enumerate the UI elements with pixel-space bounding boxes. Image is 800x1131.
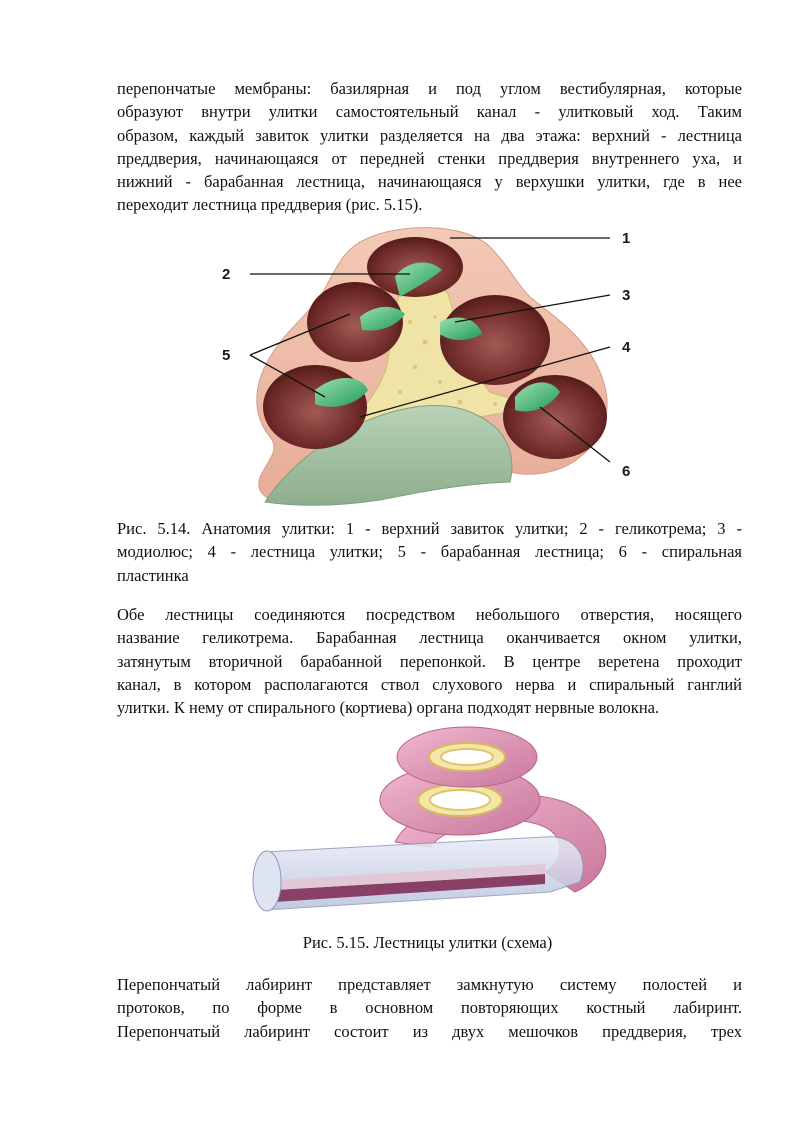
text-line: образом, каждый завиток улитки разделяется на два этажа: верхний - лестница: [117, 125, 742, 145]
label-4: 4: [622, 339, 631, 356]
label-5: 5: [222, 347, 231, 364]
caption-line: Рис. 5.14. Анатомия улитки: 1 - верхний завиток улитки; 2 - геликотрема; 3 -: [117, 519, 742, 538]
text-line: канал, в котором располагаются ствол слухового нерва и спиральный ганглий: [117, 674, 742, 694]
cavity-left-lower: [263, 365, 367, 449]
paragraph-1: [117, 77, 742, 217]
label-3: 3: [622, 287, 631, 304]
figure-caption-2: Рис. 5.15. Лестницы улитки (схема): [302, 933, 553, 952]
text-line: затянутым вторичной барабанной перепонкой. В центре веретена проходит: [117, 651, 742, 671]
caption-line: пластинка: [117, 565, 189, 585]
text-line: улитки. К нему от спирального (кортиева) органа подходят нервные волокна.: [117, 698, 660, 718]
figure-caption-1: [117, 517, 742, 587]
text-line: переходит лестница преддверия (рис. 5.15).: [117, 195, 423, 215]
text-line: нижний - барабанная лестница, начинающаяся у верхушки улитки, где в нее: [117, 172, 742, 192]
cochlea-scalae-scheme-figure: [245, 722, 615, 930]
paragraph-2: [117, 603, 742, 719]
text-line: Обе лестницы соединяются посредством небольшого отверстия, носящего: [117, 605, 742, 624]
label-1: 1: [622, 230, 631, 247]
text-line: протоков, по форме в основном повторяющих костный лабиринт.: [117, 998, 742, 1018]
text-line: образуют внутри улитки самостоятельный канал - улитковый ход. Таким: [117, 102, 742, 122]
text-line: название геликотрема. Барабанная лестница оканчивается окном улитки,: [117, 628, 742, 648]
text-line: Перепончатый лабиринт представляет замкнутую систему полостей и: [117, 975, 742, 994]
label-6: 6: [622, 463, 631, 480]
label-2: 2: [222, 266, 231, 283]
text-line: перепончатые мембраны: базилярная и под углом вестибулярная, которые: [117, 79, 742, 98]
text-line: Перепончатый лабиринт состоит из двух мешочков преддверия, трех: [117, 1021, 742, 1041]
text-line: преддверия, начинающаяся от передней стенки преддверия внутреннего уха, и: [117, 148, 742, 168]
cochlea-anatomy-figure: [210, 222, 650, 507]
paragraph-3: [117, 973, 742, 1043]
tube-opening: [253, 851, 281, 911]
caption-line: модиолюс; 4 - лестница улитки; 5 - барабанная лестница; 6 - спиральная: [117, 542, 742, 562]
